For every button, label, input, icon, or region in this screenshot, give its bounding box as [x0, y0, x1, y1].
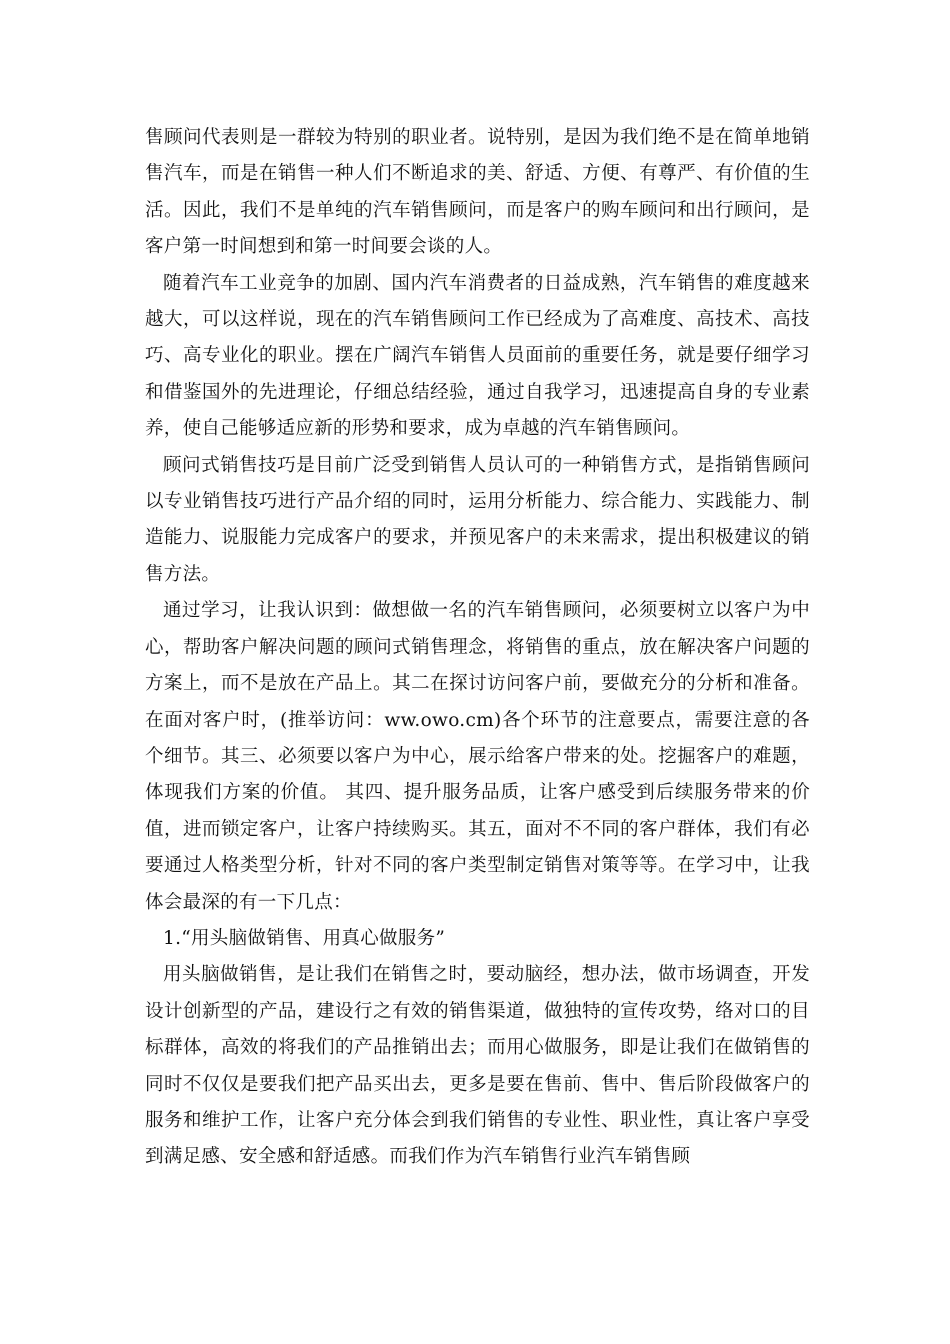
paragraph-learning-insights: 通过学习，让我认识到：做想做一名的汽车销售顾问，必须要树立以客户为中心，帮助客户解决问题的顾问式销售理念，将销售的重点，放在解决客户问题的方案上，而不是放在产品上。其二在探讨访问客户前，要做充分的分析和准备。在面对客户时，(推举访问：ww.owo.cm)各个环节的注意要点，需要注意的各个细节。其三、必须要以客户为中心，展示给客户带来的处。挖掘客户的难题，体现我们方案的价值。 其四、提升服务品质，让客户感受到后续服务带来的价值，进而锁定客户，让客户持续购买。其五，面对不不同的客户群体，我们有必要通过人格类型分析，针对不同的客户类型制定销售对策等等。在学习中，让我体会最深的有一下几点： [145, 600, 810, 913]
paragraph-consultative-selling: 顾问式销售技巧是目前广泛受到销售人员认可的一种销售方式，是指销售顾问以专业销售技巧进行产品介绍的同时，运用分析能力、综合能力、实践能力、制造能力、说服能力完成客户的要求，并预见客户的未来需求，提出积极建议的销售方法。 [145, 454, 810, 585]
document-body [145, 120, 810, 1176]
paragraph-industry-competition: 随着汽车工业竞争的加剧、国内汽车消费者的日益成熟，汽车销售的难度越来越大，可以这样说，现在的汽车销售顾问工作已经成为了高难度、高技术、高技巧、高专业化的职业。摆在广阔汽车销售人员面前的重要任务，就是要仔细学习和借鉴国外的先进理论，仔细总结经验，通过自我学习，迅速提高自身的专业素养，使自己能够适应新的形势和要求，成为卓越的汽车销售顾问。 [145, 272, 810, 440]
paragraph-heading-point-1: 1.“用头脑做销售、用真心做服务” [163, 927, 446, 949]
paragraph-head-and-heart: 用头脑做销售，是让我们在销售之时，要动脑经，想办法，做市场调查，开发设计创新型的产品，建设行之有效的销售渠道，做独特的宣传攻势，络对口的目标群体，高效的将我们的产品推销出去；而用心做服务，即是让我们在做销售的同时不仅仅是要我们把产品买出去，更多是要在售前、售中、售后阶段做客户的服务和维护工作，让客户充分体会到我们销售的专业性、职业性，真让客户享受到满足感、安全感和舒适感。而我们作为汽车销售行业汽车销售顾 [145, 964, 810, 1168]
paragraph-intro: 售顾问代表则是一群较为特别的职业者。说特别，是因为我们绝不是在简单地销售汽车，而是在销售一种人们不断追求的美、舒适、方便、有尊严、有价值的生活。因此，我们不是单纯的汽车销售顾问，而是客户的购车顾问和出行顾问，是客户第一时间想到和第一时间要会谈的人。 [145, 127, 810, 258]
